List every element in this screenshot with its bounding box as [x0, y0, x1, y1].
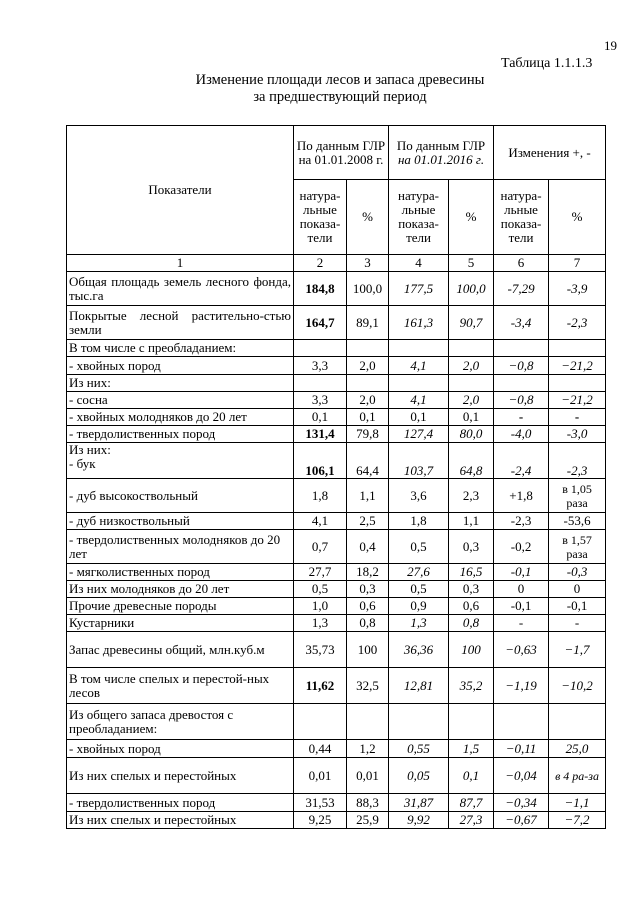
row-label: - хвойных пород [67, 357, 294, 375]
cell [347, 375, 389, 392]
cell: 2,3 [449, 479, 494, 513]
row-label: - хвойных пород [67, 740, 294, 758]
cell: 177,5 [389, 272, 449, 306]
header-glr-2016-a: По данным ГЛР [396, 137, 486, 153]
cell [494, 375, 549, 392]
title-line: за предшествующий период [253, 89, 427, 105]
cell: 3,6 [389, 479, 449, 513]
row-label: - сосна [67, 392, 294, 409]
header-natural-change: натура-льные показа-тели [494, 180, 549, 255]
cell: 100,0 [449, 272, 494, 306]
cell: 2,5 [347, 513, 389, 530]
col-number: 1 [67, 255, 294, 272]
table-row [67, 272, 606, 306]
row-label: В том числе спелых и перестой-ных лесов [67, 668, 294, 704]
cell: 27,6 [389, 564, 449, 581]
table-title [0, 72, 640, 106]
cell [549, 375, 606, 392]
cell: 4,1 [389, 392, 449, 409]
table-row [67, 598, 606, 615]
cell: в 1,57 раза [549, 530, 606, 564]
table-row [67, 632, 606, 668]
cell: 31,87 [389, 794, 449, 812]
cell: 0,1 [449, 409, 494, 426]
cell: -3,4 [494, 306, 549, 340]
header-glr-2016-b: на 01.01.2016 г. [397, 151, 485, 167]
cell [494, 704, 549, 740]
cell: -2,3 [549, 306, 606, 340]
cell: 0,1 [294, 409, 347, 426]
row-label: - твердолиственных пород [67, 426, 294, 443]
cell: -0,2 [494, 530, 549, 564]
row-label: В том числе с преобладанием: [67, 340, 294, 357]
cell: 64,4 [347, 443, 389, 479]
table-row [67, 530, 606, 564]
cell: 0,1 [449, 758, 494, 794]
cell: 87,7 [449, 794, 494, 812]
row-label-line: Из них: [69, 442, 111, 457]
cell: -0,1 [549, 598, 606, 615]
cell: −21,2 [549, 392, 606, 409]
row-label: - дуб высокоствольный [67, 479, 294, 513]
cell [449, 375, 494, 392]
cell: −0,63 [494, 632, 549, 668]
table-row [67, 513, 606, 530]
cell: 100,0 [347, 272, 389, 306]
cell: 0,01 [294, 758, 347, 794]
table-row [67, 409, 606, 426]
cell: 127,4 [389, 426, 449, 443]
cell: 0,3 [449, 581, 494, 598]
cell: 1,1 [449, 513, 494, 530]
cell: 100 [347, 632, 389, 668]
cell: 184,8 [294, 272, 347, 306]
row-label [67, 443, 294, 479]
col-number: 6 [494, 255, 549, 272]
cell: в 4 ра-за [549, 758, 606, 794]
cell: 35,2 [449, 668, 494, 704]
cell: -4,0 [494, 426, 549, 443]
cell: 2,0 [449, 392, 494, 409]
cell: 0,5 [389, 581, 449, 598]
cell: 4,1 [389, 357, 449, 375]
row-label: Запас древесины общий, млн.куб.м [67, 632, 294, 668]
cell: 90,7 [449, 306, 494, 340]
cell: - [494, 615, 549, 632]
header-natural-2008: натура-льные показа-тели [294, 180, 347, 255]
cell: 27,7 [294, 564, 347, 581]
cell: 0,6 [449, 598, 494, 615]
row-label: Из общего запаса древостоя с преобладанием: [67, 704, 294, 740]
cell: −1,7 [549, 632, 606, 668]
cell: 1,8 [294, 479, 347, 513]
table-row [67, 357, 606, 375]
cell: 106,1 [294, 443, 347, 479]
row-label: Из них молодняков до 20 лет [67, 581, 294, 598]
table-row [67, 740, 606, 758]
table-row [67, 564, 606, 581]
cell: в 1,05 раза [549, 479, 606, 513]
cell: 0,1 [389, 409, 449, 426]
cell [294, 704, 347, 740]
cell: 0,55 [389, 740, 449, 758]
forest-area-table [66, 125, 606, 829]
col-number: 7 [549, 255, 606, 272]
cell: -2,3 [494, 513, 549, 530]
row-label: - дуб низкоствольный [67, 513, 294, 530]
cell [549, 340, 606, 357]
cell: 18,2 [347, 564, 389, 581]
cell: 131,4 [294, 426, 347, 443]
table-number: Таблица 1.1.1.3 [501, 56, 593, 71]
col-number: 2 [294, 255, 347, 272]
cell [389, 375, 449, 392]
cell: +1,8 [494, 479, 549, 513]
cell: 9,92 [389, 812, 449, 829]
cell [294, 375, 347, 392]
cell: 100 [449, 632, 494, 668]
row-label: - твердолиственных молодняков до 20 лет [67, 530, 294, 564]
table-row [67, 615, 606, 632]
table-row [67, 794, 606, 812]
cell: −0,11 [494, 740, 549, 758]
table-row [67, 704, 606, 740]
row-label: Кустарники [67, 615, 294, 632]
cell: 4,1 [294, 513, 347, 530]
cell: -3,0 [549, 426, 606, 443]
header-glr-2008: По данным ГЛР на 01.01.2008 г. [294, 126, 389, 180]
cell: 1,3 [294, 615, 347, 632]
cell: 16,5 [449, 564, 494, 581]
cell: 88,3 [347, 794, 389, 812]
cell: 103,7 [389, 443, 449, 479]
row-label: Из них: [67, 375, 294, 392]
row-label: - мягколиственных пород [67, 564, 294, 581]
row-label: Общая площадь земель лесного фонда, тыс.га [67, 272, 294, 306]
cell: 1,2 [347, 740, 389, 758]
cell: 161,3 [389, 306, 449, 340]
cell: 1,3 [389, 615, 449, 632]
table-row [67, 581, 606, 598]
header-changes: Изменения +, - [494, 126, 606, 180]
cell: 2,0 [347, 357, 389, 375]
cell: 3,3 [294, 357, 347, 375]
cell: 2,0 [449, 357, 494, 375]
row-label-line: - бук [69, 456, 96, 471]
table-row [67, 426, 606, 443]
header-percent-2016: % [449, 180, 494, 255]
cell: 25,9 [347, 812, 389, 829]
cell: 1,5 [449, 740, 494, 758]
row-label: - хвойных молодняков до 20 лет [67, 409, 294, 426]
cell [494, 340, 549, 357]
header-indicators: Показатели [67, 126, 294, 255]
table-row [67, 758, 606, 794]
cell: 0,3 [449, 530, 494, 564]
cell: 164,7 [294, 306, 347, 340]
cell: 0,05 [389, 758, 449, 794]
cell: 0,4 [347, 530, 389, 564]
cell: 0 [549, 581, 606, 598]
cell: 0,8 [347, 615, 389, 632]
cell: 2,0 [347, 392, 389, 409]
row-label: Из них спелых и перестойных [67, 758, 294, 794]
cell: 25,0 [549, 740, 606, 758]
cell: 31,53 [294, 794, 347, 812]
cell [449, 704, 494, 740]
cell: -0,1 [494, 598, 549, 615]
header-glr-2016 [389, 126, 494, 180]
cell: −0,34 [494, 794, 549, 812]
cell: 0 [494, 581, 549, 598]
cell [389, 704, 449, 740]
title-line: Изменение площади лесов и запаса древесины [195, 72, 485, 88]
cell: −0,04 [494, 758, 549, 794]
cell: -2,3 [549, 443, 606, 479]
table-row [67, 375, 606, 392]
cell: 1,1 [347, 479, 389, 513]
col-number: 5 [449, 255, 494, 272]
table-row [67, 443, 606, 479]
cell: −0,8 [494, 392, 549, 409]
cell: 36,36 [389, 632, 449, 668]
cell: 35,73 [294, 632, 347, 668]
table-row [67, 340, 606, 357]
cell: -0,1 [494, 564, 549, 581]
cell: 0,01 [347, 758, 389, 794]
page-number: 19 [604, 38, 617, 53]
col-number: 4 [389, 255, 449, 272]
cell: 9,25 [294, 812, 347, 829]
cell: 80,0 [449, 426, 494, 443]
cell: 11,62 [294, 668, 347, 704]
cell: 0,6 [347, 598, 389, 615]
cell: -3,9 [549, 272, 606, 306]
cell: −10,2 [549, 668, 606, 704]
cell: −0,67 [494, 812, 549, 829]
table-row [67, 812, 606, 829]
header-percent-2008: % [347, 180, 389, 255]
cell: 27,3 [449, 812, 494, 829]
header-percent-change: % [549, 180, 606, 255]
cell: −0,8 [494, 357, 549, 375]
cell: 89,1 [347, 306, 389, 340]
cell: -2,4 [494, 443, 549, 479]
row-label: Прочие древесные породы [67, 598, 294, 615]
cell: 0,7 [294, 530, 347, 564]
cell: −1,19 [494, 668, 549, 704]
table-row [67, 392, 606, 409]
cell: 0,5 [294, 581, 347, 598]
cell: 0,1 [347, 409, 389, 426]
cell: 64,8 [449, 443, 494, 479]
table-row [67, 306, 606, 340]
row-label: Из них спелых и перестойных [67, 812, 294, 829]
cell: 0,44 [294, 740, 347, 758]
row-label: Покрытые лесной растительно-стью земли [67, 306, 294, 340]
cell: 0,5 [389, 530, 449, 564]
cell [449, 340, 494, 357]
col-number: 3 [347, 255, 389, 272]
cell: 0,9 [389, 598, 449, 615]
table-row [67, 668, 606, 704]
cell: −21,2 [549, 357, 606, 375]
cell: 0,8 [449, 615, 494, 632]
cell: 1,8 [389, 513, 449, 530]
table-row [67, 479, 606, 513]
cell: −7,2 [549, 812, 606, 829]
cell: −1,1 [549, 794, 606, 812]
cell [347, 340, 389, 357]
cell: -0,3 [549, 564, 606, 581]
cell [294, 340, 347, 357]
cell: - [549, 409, 606, 426]
cell: 1,0 [294, 598, 347, 615]
cell [389, 340, 449, 357]
cell: -53,6 [549, 513, 606, 530]
cell [549, 704, 606, 740]
cell: 12,81 [389, 668, 449, 704]
cell: - [549, 615, 606, 632]
cell: 3,3 [294, 392, 347, 409]
cell: 79,8 [347, 426, 389, 443]
cell [347, 704, 389, 740]
row-label: - твердолиственных пород [67, 794, 294, 812]
cell: - [494, 409, 549, 426]
cell: -7,29 [494, 272, 549, 306]
header-natural-2016: натура-льные показа-тели [389, 180, 449, 255]
cell: 0,3 [347, 581, 389, 598]
cell: 32,5 [347, 668, 389, 704]
